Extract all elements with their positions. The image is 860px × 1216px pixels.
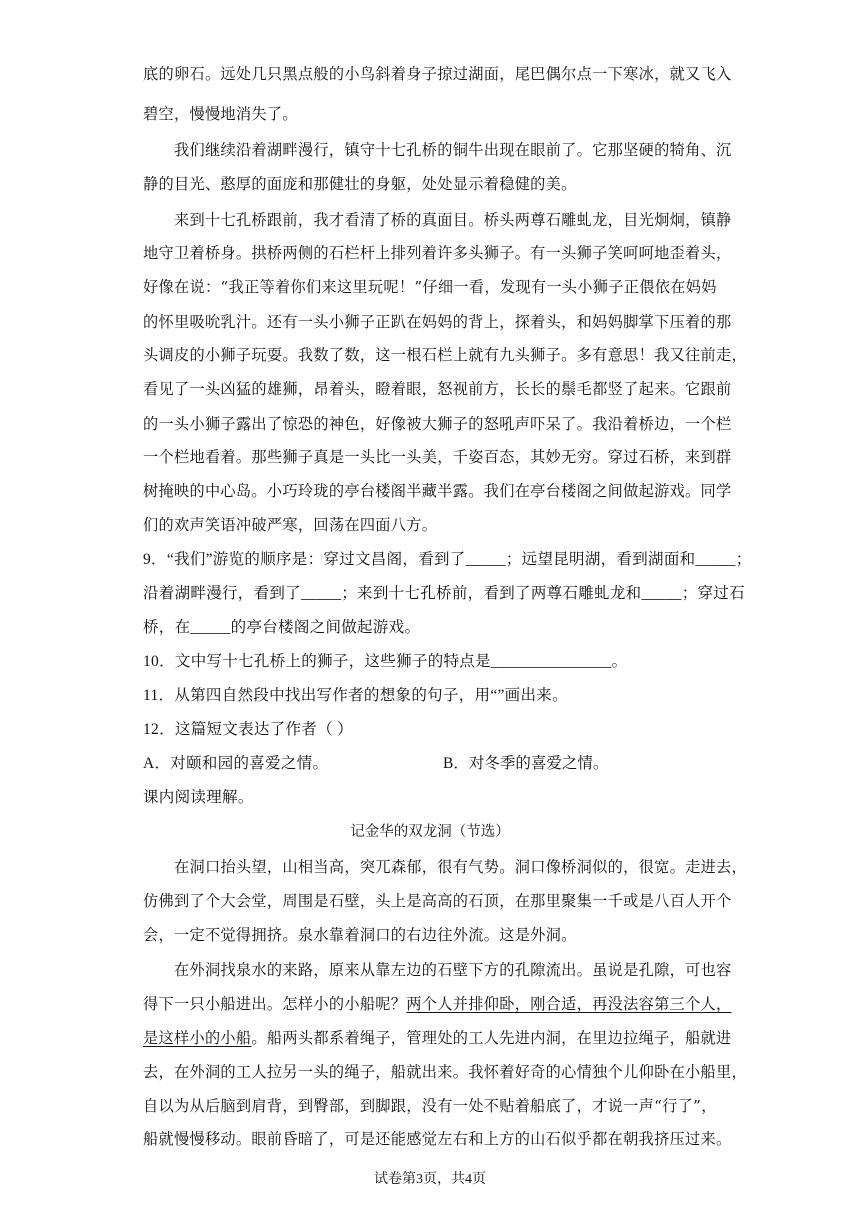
question-12: 12．这篇短文表达了作者（ ） bbox=[143, 721, 353, 738]
passage-line: 我们继续沿着湖畔漫行，镇守十七孔桥的铜牛出现在眼前了。它那坚硬的犄角、沉 bbox=[174, 141, 732, 159]
passage-line: 头调皮的小狮子玩耍。我数了数，这一根石栏上就有九头狮子。多有意思！我又往前走， bbox=[143, 346, 748, 364]
passage-line: 底的卵石。远处几只黑点般的小鸟斜着身子掠过湖面，尾巴偶尔点一下寒冰，就又飞入 bbox=[143, 65, 732, 83]
passage-line: 会，一定不觉得拥挤。泉水靠着洞口的右边往外流。这是外洞。 bbox=[143, 926, 577, 944]
passage-line: 的一头小狮子露出了惊恐的神色，好像被大狮子的怒吼声吓呆了。我沿着桥边，一个栏 bbox=[143, 415, 732, 433]
passage-line: 在洞口抬头望，山相当高，突兀森郁，很有气势。洞口像桥洞似的，很宽。走进去， bbox=[174, 858, 748, 876]
passage-line: 去，在外洞的工人拉另一头的绳子，船就出来。我怀着好奇的心情独个儿仰卧在小船里， bbox=[143, 1063, 748, 1081]
passage-line bbox=[143, 994, 732, 1014]
question-11: 11．从第四自然段中找出写作者的想象的句子，用“”画出来。 bbox=[143, 687, 568, 704]
passage-line: 们的欢声笑语冲破严寒，回荡在四面八方。 bbox=[143, 516, 438, 534]
passage-line: 船就慢慢移动。眼前昏暗了，可是还能感觉左右和上方的山石似乎都在朝我挤压过来。 bbox=[143, 1130, 732, 1148]
passage-line: 好像在说：“我正等着你们来这里玩呢！”仔细一看，发现有一头小狮子正偎依在妈妈 bbox=[143, 278, 717, 296]
passage-line: 来到十七孔桥跟前，我才看清了桥的真面目。桥头两尊石雕虬龙，目光炯炯，镇静 bbox=[174, 211, 732, 229]
passage-line: 地守卫着桥身。拱桥两侧的石栏杆上排列着许多头狮子。有一头狮子笑呵呵地歪着头， bbox=[143, 244, 732, 262]
passage-line: 仿佛到了个大会堂，周围是石壁，头上是高高的石顶，在那里聚集一千或是八百人开个 bbox=[143, 892, 732, 910]
question-9-cont: 桥，在_____的亭台楼阁之间做起游戏。 bbox=[143, 619, 421, 636]
question-9-cont: 沿着湖畔漫行，看到了_____；来到十七孔桥前，看到了两尊石雕虬龙和_____；穿过石 bbox=[143, 585, 745, 602]
passage-line: 一个栏地看着。那些狮子真是一头比一头美，千姿百态，其妙无穷。穿过石桥，来到群 bbox=[143, 448, 732, 466]
question-9: 9．“我们”游览的顺序是：穿过文昌阁，看到了_____；远望昆明湖，看到湖面和_____； bbox=[143, 551, 752, 568]
underlined-sentence: 是这样小的小船 bbox=[143, 1029, 252, 1047]
passage-line bbox=[143, 1028, 732, 1048]
page-footer: 试卷第3页，共4页 bbox=[374, 1172, 486, 1187]
passage-line: 自以为从后脑到肩背，到臀部，到脚跟，没有一处不贴着船底了，才说一声“行了”， bbox=[143, 1097, 717, 1115]
underlined-sentence: 两个人并排仰卧，刚合适，再没法容第三个人， bbox=[406, 995, 732, 1013]
question-10: 10．文中写十七孔桥上的狮子，这些狮子的特点是_______________。 bbox=[143, 653, 628, 670]
passage-line: 树掩映的中心岛。小巧玲珑的亭台楼阁半藏半露。我们在亭台楼阁之间做起游戏。同学 bbox=[143, 482, 732, 500]
passage-line: 看见了一头凶猛的雄狮，昂着头，瞪着眼，怒视前方，长长的鬃毛都竖了起来。它跟前 bbox=[143, 380, 732, 398]
passage-text: 。船两头都系着绳子，管理处的工人先进内洞，在里边拉绳子，船就进 bbox=[251, 1029, 732, 1047]
option-b: B．对冬季的喜爱之情。 bbox=[443, 755, 609, 772]
option-a: A．对颐和园的喜爱之情。 bbox=[143, 755, 329, 772]
passage-title: 记金华的双龙洞（节选） bbox=[350, 824, 510, 840]
passage-line: 碧空，慢慢地消失了。 bbox=[143, 105, 298, 123]
passage-text: 得下一只小船进出。怎样小的小船呢？ bbox=[143, 995, 407, 1013]
passage-line: 静的目光、憨厚的面庞和那健壮的身躯，处处显示着稳健的美。 bbox=[143, 175, 577, 193]
passage-line: 的怀里吸吮乳汁。还有一头小狮子正趴在妈妈的背上，探着头，和妈妈脚掌下压着的那 bbox=[143, 313, 732, 331]
section-label: 课内阅读理解。 bbox=[143, 789, 254, 806]
passage-line: 在外洞找泉水的来路，原来从靠左边的石壁下方的孔隙流出。虽说是孔隙，可也容 bbox=[174, 961, 732, 979]
